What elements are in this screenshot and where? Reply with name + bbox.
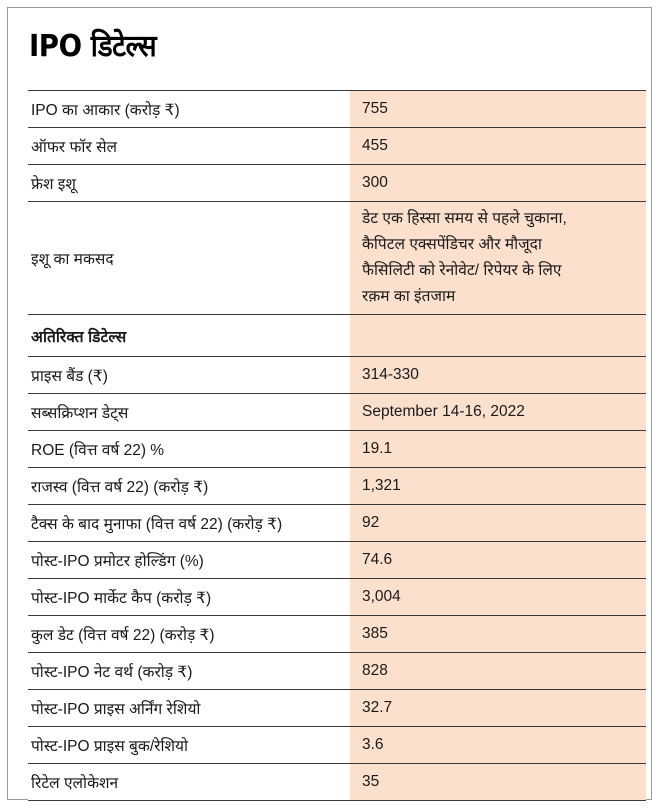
row-value: 1,321 <box>350 468 646 505</box>
row-value: 314-330 <box>350 357 646 394</box>
row-label: रिटेल एलोकेशन <box>28 764 350 801</box>
table-row <box>28 165 646 202</box>
row-label: राजस्व (वित्त वर्ष 22) (करोड़ ₹) <box>28 468 350 505</box>
row-value: 385 <box>350 616 646 653</box>
purpose-line: कैपिटल एक्सपेंडिचर और मौजूदा <box>362 236 542 253</box>
row-value: 755 <box>350 91 646 128</box>
row-value: 300 <box>350 165 646 202</box>
table-row <box>28 764 646 801</box>
row-value: 19.1 <box>350 431 646 468</box>
row-label: IPO का आकार (करोड़ ₹) <box>28 91 350 128</box>
row-label: पोस्ट-IPO प्राइस अर्निंग रेशियो <box>28 690 350 727</box>
table-row <box>28 505 646 542</box>
row-label: फ्रेश इशू <box>28 165 350 202</box>
table-row <box>28 579 646 616</box>
page-title: IPO डिटेल्स <box>29 29 157 64</box>
row-label: टैक्स के बाद मुनाफा (वित्त वर्ष 22) (करोड़ ₹) <box>28 505 350 542</box>
purpose-line: फैसिलिटी को रेनोवेट/ रिपेयर के लिए <box>362 262 562 279</box>
row-value: 3.6 <box>350 727 646 764</box>
row-value: 92 <box>350 505 646 542</box>
purpose-line: डेट एक हिस्सा समय से पहले चुकाना, <box>362 210 567 227</box>
section-heading: अतिरिक्त डिटेल्स <box>28 315 350 357</box>
table-body <box>28 91 646 801</box>
purpose-line: रक़म का इंतजाम <box>362 288 456 305</box>
row-value-multiline <box>350 202 646 315</box>
table-row <box>28 468 646 505</box>
row-value: 455 <box>350 128 646 165</box>
row-value: September 14-16, 2022 <box>350 394 646 431</box>
row-value: 828 <box>350 653 646 690</box>
row-value: 32.7 <box>350 690 646 727</box>
table-row <box>28 128 646 165</box>
section-header-additional-details <box>28 315 646 357</box>
table-row <box>28 727 646 764</box>
row-label: पोस्ट-IPO प्राइस बुक/रेशियो <box>28 727 350 764</box>
row-label: सब्सक्रिप्शन डेट्स <box>28 394 350 431</box>
row-value: 74.6 <box>350 542 646 579</box>
table-row <box>28 91 646 128</box>
row-label: ROE (वित्त वर्ष 22) % <box>28 431 350 468</box>
row-label: कुल डेट (वित्त वर्ष 22) (करोड़ ₹) <box>28 616 350 653</box>
table-row <box>28 394 646 431</box>
ipo-details-card <box>7 7 652 800</box>
table-row <box>28 616 646 653</box>
table-row-issue-purpose <box>28 202 646 315</box>
table-row <box>28 357 646 394</box>
row-label: ऑफर फॉर सेल <box>28 128 350 165</box>
row-label: इशू का मकसद <box>28 202 350 315</box>
row-label: पोस्ट-IPO मार्केट कैप (करोड़ ₹) <box>28 579 350 616</box>
section-heading-spacer <box>350 315 646 357</box>
table-row <box>28 690 646 727</box>
row-value: 3,004 <box>350 579 646 616</box>
table-row <box>28 653 646 690</box>
ipo-details-table <box>28 90 646 801</box>
row-label: पोस्ट-IPO प्रमोटर होल्डिंग (%) <box>28 542 350 579</box>
row-label: पोस्ट-IPO नेट वर्थ (करोड़ ₹) <box>28 653 350 690</box>
table-row <box>28 542 646 579</box>
row-label: प्राइस बैंड (₹) <box>28 357 350 394</box>
row-value: 35 <box>350 764 646 801</box>
table-row <box>28 431 646 468</box>
